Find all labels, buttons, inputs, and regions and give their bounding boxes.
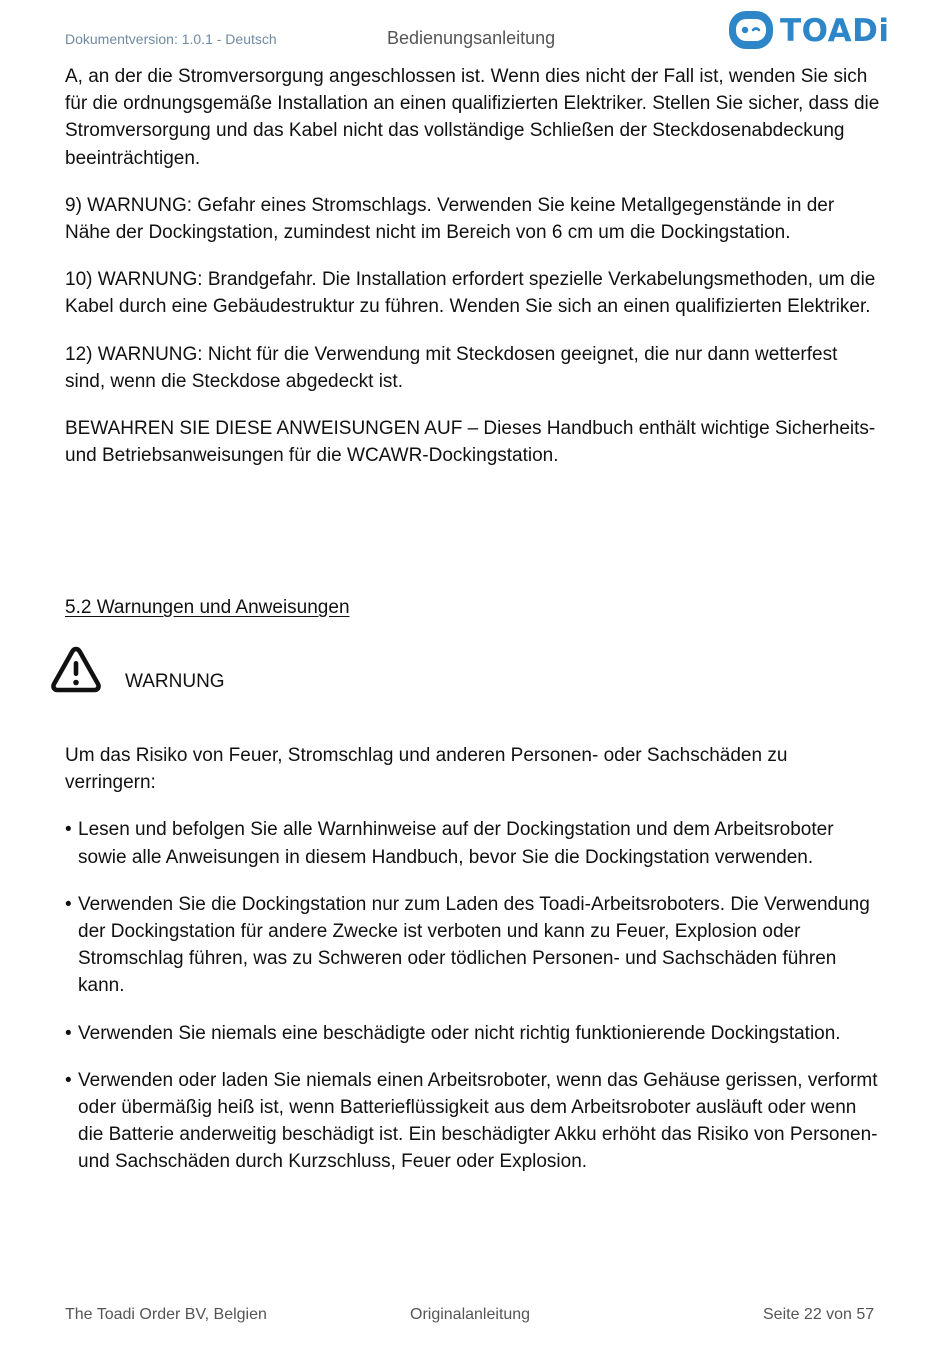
bullet-marker: • xyxy=(65,1022,72,1044)
document-title: Bedienungsanleitung xyxy=(387,28,556,48)
list-item xyxy=(65,816,880,870)
toadi-mascot-icon xyxy=(726,8,776,52)
paragraph: BEWAHREN SIE DIESE ANWEISUNGEN AUF – Dieses Handbuch enthält wichtige Sicherheits- und Betriebsanweisungen für die WCAWR-Dockingstation. xyxy=(65,418,876,467)
warning-triangle-icon xyxy=(50,644,102,694)
warning-instructions xyxy=(65,742,880,1196)
page-number: Seite 22 von 57 xyxy=(763,1306,875,1323)
paragraph: 10) WARNUNG: Brandgefahr. Die Installation erfordert spezielle Verkabelungsmethoden, um die Kabel durch eine Gebäudestruktur zu führen. Wenden Sie sich an einen qualifizierten Elektriker. xyxy=(65,269,876,318)
list-item-text: Verwenden oder laden Sie niemals einen Arbeitsroboter, wenn das Gehäuse gerissen, verformt oder übermäßig heiß ist, wenn Batterieflüssigkeit aus dem Arbeitsroboter ausläuft oder wenn die Batterie anderweitig beschädigt ist. Ein beschädigter Akku erhöht das Risiko von Personen- und Sachschäden durch Kurzschluss, Feuer oder Explosion. xyxy=(78,1069,878,1173)
section-heading: 5.2 Warnungen und Anweisungen xyxy=(65,597,350,618)
paragraph: A, an der die Stromversorgung angeschlossen ist. Wenn dies nicht der Fall ist, wenden Sie sich für die ordnungsgemäße Installation an einen qualifizierten Elektriker. Stellen Sie sicher, dass die Stromversorgung und das Kabel nicht das vollständige Schließen der Steckdosenabdeckung beeinträchtigen. xyxy=(65,66,880,169)
list-item xyxy=(65,1067,880,1176)
list-item-text: Verwenden Sie niemals eine beschädigte oder nicht richtig funktionierende Dockingstation. xyxy=(78,1022,841,1044)
paragraph: 9) WARNUNG: Gefahr eines Stromschlags. Verwenden Sie keine Metallgegenstände in der Nähe der Dockingstation, zumindest nicht im Bereich von 6 cm um die Dockingstation. xyxy=(65,194,835,244)
paragraph: 12) WARNUNG: Nicht für die Verwendung mit Steckdosen geeignet, die nur dann wetterfest sind, wenn die Steckdose abgedeckt ist. xyxy=(65,343,838,392)
intro-text: Um das Risiko von Feuer, Stromschlag und anderen Personen- oder Sachschäden zu verringern: xyxy=(65,745,788,794)
warning-label: WARNUNG xyxy=(125,671,225,692)
footer-company: The Toadi Order BV, Belgien xyxy=(65,1306,267,1323)
bullet-marker: • xyxy=(65,819,72,841)
toadi-logo xyxy=(726,8,890,52)
logo-wordmark: TOADi xyxy=(780,13,890,49)
list-item xyxy=(65,891,880,1000)
list-item-text: Verwenden Sie die Dockingstation nur zum Laden des Toadi-Arbeitsroboters. Die Verwendung der Dockingstation für andere Zwecke ist verboten und kann zu Feuer, Explosion oder Stromschlag führen, was zu Schweren oder tödlichen Personen- und Sachschäden führen kann. xyxy=(78,893,870,997)
document-version: Dokumentversion: 1.0.1 - Deutsch xyxy=(65,31,277,47)
bullet-marker: • xyxy=(65,893,72,915)
footer-label: Originalanleitung xyxy=(410,1306,531,1323)
bullet-marker: • xyxy=(65,1069,72,1091)
main-text xyxy=(65,63,880,489)
list-item xyxy=(65,1020,880,1047)
list-item-text: Lesen und befolgen Sie alle Warnhinweise auf der Dockingstation und dem Arbeitsroboter sowie alle Anweisungen in diesem Handbuch, bevor Sie die Dockingstation verwenden. xyxy=(78,819,834,868)
